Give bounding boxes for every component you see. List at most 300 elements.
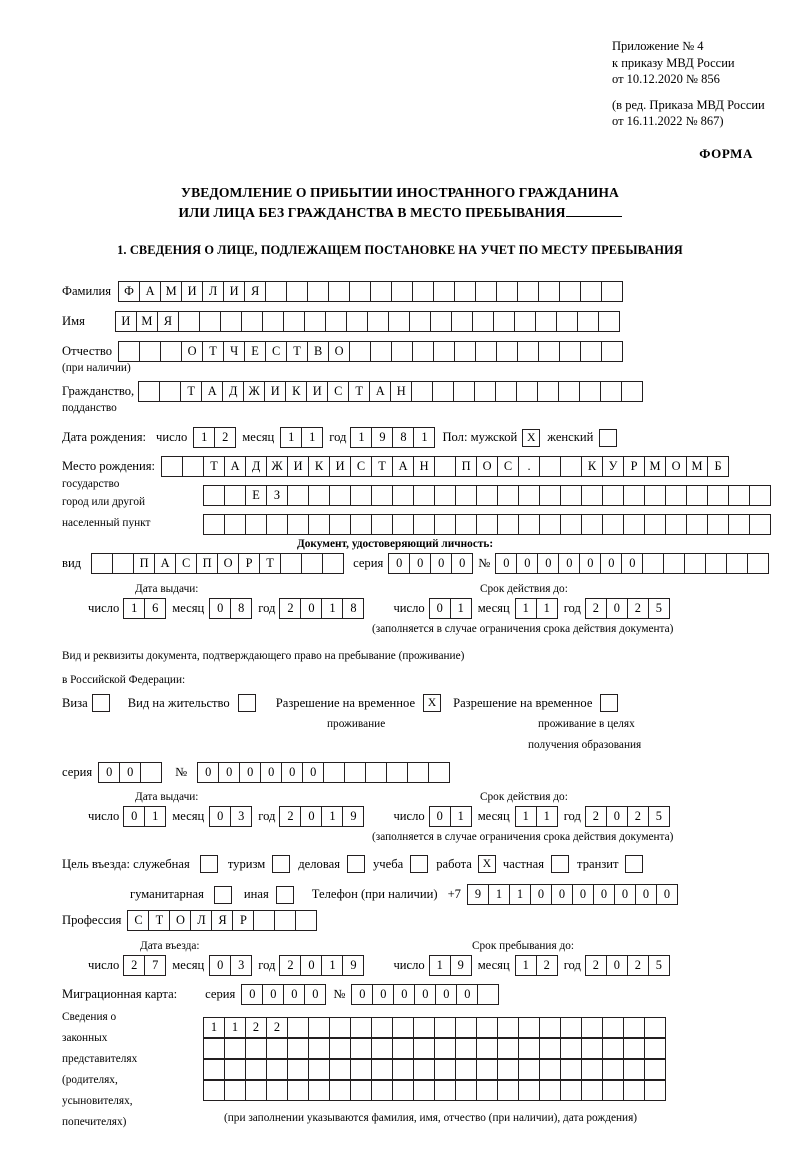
cell[interactable] [495,381,517,402]
cell[interactable]: 1 [321,955,343,976]
cell[interactable] [472,311,494,332]
cell[interactable]: С [265,341,287,362]
cell[interactable] [623,514,645,535]
cell[interactable] [253,910,275,931]
cell[interactable] [245,1059,267,1080]
cell[interactable] [623,1059,645,1080]
cell[interactable]: Р [238,553,260,574]
edu-residence-checkbox[interactable] [600,694,618,712]
stay-day-boxes[interactable] [429,955,471,976]
cell[interactable] [539,1038,561,1059]
cell[interactable] [475,341,497,362]
cell[interactable] [371,514,393,535]
cell[interactable]: 0 [606,598,628,619]
cell[interactable] [602,1038,624,1059]
residence-checkbox[interactable] [238,694,256,712]
right-issue-day-boxes[interactable] [123,806,165,827]
cell[interactable] [749,514,771,535]
cell[interactable] [391,341,413,362]
visa-checkbox[interactable] [92,694,110,712]
cell[interactable] [623,1017,645,1038]
cell[interactable]: Ж [266,456,288,477]
cell[interactable] [644,514,666,535]
legal-rep-row-1-boxes[interactable] [203,1017,665,1038]
doc-issue-day-boxes[interactable] [123,598,165,619]
cell[interactable] [245,514,267,535]
cell[interactable] [497,1080,519,1101]
cell[interactable] [602,514,624,535]
cell[interactable] [409,311,431,332]
cell[interactable] [514,311,536,332]
cell[interactable] [476,485,498,506]
profession-boxes[interactable] [127,910,316,931]
cell[interactable]: 3 [230,806,252,827]
cell[interactable] [407,762,429,783]
cell[interactable]: 9 [450,955,472,976]
cell[interactable] [344,762,366,783]
cell[interactable]: Я [244,281,266,302]
patronymic-boxes[interactable] [118,341,622,362]
cell[interactable] [623,1080,645,1101]
cell[interactable]: 0 [430,553,452,574]
cell[interactable] [308,1080,330,1101]
cell[interactable] [392,1059,414,1080]
purpose-transit-checkbox[interactable] [625,855,643,873]
cell[interactable] [323,762,345,783]
entry-day-boxes[interactable] [123,955,165,976]
cell[interactable] [262,311,284,332]
cell[interactable] [535,311,557,332]
cell[interactable] [539,1080,561,1101]
cell[interactable]: 8 [230,598,252,619]
cell[interactable] [274,910,296,931]
cell[interactable]: М [644,456,666,477]
cell[interactable]: 0 [283,984,305,1005]
purpose-work-checkbox[interactable]: X [478,855,496,873]
cell[interactable]: 2 [627,806,649,827]
cell[interactable] [287,1038,309,1059]
cell[interactable]: А [154,553,176,574]
cell[interactable] [434,514,456,535]
cell[interactable]: 5 [648,598,670,619]
cell[interactable] [325,311,347,332]
cell[interactable] [497,514,519,535]
cell[interactable] [203,1059,225,1080]
cell[interactable] [433,341,455,362]
cell[interactable] [493,311,515,332]
cell[interactable]: 1 [450,806,472,827]
cell[interactable] [308,514,330,535]
cell[interactable]: 0 [558,553,580,574]
cell[interactable] [474,381,496,402]
cell[interactable]: З [266,485,288,506]
cell[interactable] [203,1038,225,1059]
cell[interactable]: 0 [123,806,145,827]
cell[interactable] [644,485,666,506]
cell[interactable] [91,553,113,574]
right-number-boxes[interactable] [197,762,449,783]
cell[interactable] [580,281,602,302]
cell[interactable] [433,281,455,302]
cell[interactable] [386,762,408,783]
cell[interactable] [686,485,708,506]
cell[interactable]: Н [413,456,435,477]
cell[interactable]: Т [348,381,370,402]
cell[interactable]: 1 [515,598,537,619]
cell[interactable] [391,281,413,302]
doc-series-boxes[interactable] [388,553,472,574]
cell[interactable]: 0 [302,762,324,783]
cell[interactable]: 0 [600,553,622,574]
cell[interactable] [139,341,161,362]
cell[interactable] [245,1080,267,1101]
cell[interactable]: 1 [515,955,537,976]
cell[interactable] [224,1080,246,1101]
cell[interactable]: 0 [593,884,615,905]
legal-rep-row-4-boxes[interactable] [203,1080,665,1101]
cell[interactable] [392,1038,414,1059]
cell[interactable]: 0 [262,984,284,1005]
cell[interactable] [560,1017,582,1038]
cell[interactable]: Е [244,341,266,362]
cell[interactable] [663,553,685,574]
cell[interactable]: О [169,910,191,931]
cell[interactable]: И [329,456,351,477]
birthplace-state-boxes[interactable] [161,456,728,477]
cell[interactable]: С [327,381,349,402]
cell[interactable] [413,1038,435,1059]
cell[interactable] [434,1059,456,1080]
cell[interactable] [346,311,368,332]
entry-year-boxes[interactable] [279,955,363,976]
cell[interactable] [392,1017,414,1038]
cell[interactable]: 0 [635,884,657,905]
cell[interactable] [350,1059,372,1080]
cell[interactable] [556,311,578,332]
cell[interactable] [455,1080,477,1101]
cell[interactable] [266,1038,288,1059]
cell[interactable] [518,1038,540,1059]
cell[interactable]: 0 [209,806,231,827]
purpose-humanitarian-checkbox[interactable] [214,886,232,904]
cell[interactable]: 8 [392,427,414,448]
cell[interactable] [598,311,620,332]
cell[interactable]: 1 [350,427,372,448]
cell[interactable] [329,1017,351,1038]
cell[interactable] [451,311,473,332]
cell[interactable] [428,762,450,783]
cell[interactable]: К [285,381,307,402]
cell[interactable]: 0 [621,553,643,574]
cell[interactable]: 0 [281,762,303,783]
cell[interactable] [497,1038,519,1059]
cell[interactable] [432,381,454,402]
cell[interactable] [138,381,160,402]
cell[interactable]: И [115,311,137,332]
cell[interactable]: 0 [429,806,451,827]
cell[interactable]: 0 [435,984,457,1005]
cell[interactable] [349,281,371,302]
cell[interactable] [349,341,371,362]
cell[interactable] [160,341,182,362]
legal-rep-row-3-boxes[interactable] [203,1059,665,1080]
cell[interactable] [454,341,476,362]
cell[interactable] [728,485,750,506]
cell[interactable] [537,381,559,402]
cell[interactable] [308,1038,330,1059]
cell[interactable] [265,281,287,302]
right-issue-month-boxes[interactable] [209,806,251,827]
cell[interactable] [518,485,540,506]
cell[interactable] [517,341,539,362]
cell[interactable] [266,514,288,535]
purpose-service-checkbox[interactable] [200,855,218,873]
mcard-series-boxes[interactable] [241,984,325,1005]
birthplace-city-boxes[interactable] [203,485,770,506]
cell[interactable]: А [369,381,391,402]
cell[interactable] [430,311,452,332]
cell[interactable] [580,341,602,362]
cell[interactable]: 0 [456,984,478,1005]
cell[interactable]: 1 [193,427,215,448]
cell[interactable]: 0 [388,553,410,574]
sex-male-checkbox[interactable]: X [522,429,540,447]
cell[interactable] [413,1059,435,1080]
cell[interactable] [518,1080,540,1101]
cell[interactable]: П [133,553,155,574]
cell[interactable] [623,1038,645,1059]
cell[interactable] [476,514,498,535]
cell[interactable] [455,1059,477,1080]
doc-issue-year-boxes[interactable] [279,598,363,619]
cell[interactable] [455,514,477,535]
cell[interactable] [686,514,708,535]
cell[interactable]: 2 [266,1017,288,1038]
purpose-private-checkbox[interactable] [551,855,569,873]
cell[interactable]: 1 [203,1017,225,1038]
cell[interactable]: С [175,553,197,574]
cell[interactable] [308,1017,330,1038]
cell[interactable]: М [136,311,158,332]
cell[interactable] [287,1080,309,1101]
cell[interactable]: Т [286,341,308,362]
birth-day-boxes[interactable] [193,427,235,448]
doc-valid-day-boxes[interactable] [429,598,471,619]
cell[interactable]: О [217,553,239,574]
purpose-study-checkbox[interactable] [410,855,428,873]
cell[interactable] [581,1080,603,1101]
cell[interactable]: 1 [413,427,435,448]
cell[interactable]: П [196,553,218,574]
cell[interactable] [728,514,750,535]
cell[interactable] [538,281,560,302]
cell[interactable]: О [328,341,350,362]
cell[interactable]: 9 [342,806,364,827]
cell[interactable]: Д [222,381,244,402]
cell[interactable] [308,485,330,506]
cell[interactable] [182,456,204,477]
doc-number-boxes[interactable] [495,553,768,574]
cell[interactable] [518,1017,540,1038]
cell[interactable] [476,1017,498,1038]
cell[interactable] [705,553,727,574]
cell[interactable] [371,1017,393,1038]
cell[interactable] [392,1080,414,1101]
cell[interactable]: Ф [118,281,140,302]
right-series-boxes[interactable] [98,762,161,783]
cell[interactable]: Т [148,910,170,931]
cell[interactable]: 2 [245,1017,267,1038]
cell[interactable] [413,1080,435,1101]
cell[interactable] [307,281,329,302]
cell[interactable]: С [497,456,519,477]
cell[interactable] [199,311,221,332]
cell[interactable] [455,1038,477,1059]
cell[interactable]: Т [259,553,281,574]
cell[interactable] [600,381,622,402]
cell[interactable]: М [160,281,182,302]
cell[interactable] [602,1059,624,1080]
cell[interactable]: Ж [243,381,265,402]
cell[interactable]: 1 [280,427,302,448]
temp-residence-checkbox[interactable]: X [423,694,441,712]
cell[interactable]: 5 [648,806,670,827]
cell[interactable]: И [264,381,286,402]
cell[interactable] [295,910,317,931]
cell[interactable]: 1 [488,884,510,905]
cell[interactable] [539,1017,561,1038]
cell[interactable]: 9 [342,955,364,976]
cell[interactable]: С [350,456,372,477]
right-valid-month-boxes[interactable] [515,806,557,827]
cell[interactable]: 2 [214,427,236,448]
cell[interactable] [644,1017,666,1038]
cell[interactable] [558,381,580,402]
cell[interactable]: 0 [300,598,322,619]
cell[interactable] [707,485,729,506]
cell[interactable] [329,1059,351,1080]
cell[interactable]: 1 [450,598,472,619]
cell[interactable]: А [392,456,414,477]
cell[interactable]: Б [707,456,729,477]
cell[interactable]: Р [232,910,254,931]
cell[interactable]: 5 [648,955,670,976]
cell[interactable]: Я [157,311,179,332]
cell[interactable] [644,1059,666,1080]
cell[interactable] [644,1080,666,1101]
cell[interactable] [601,341,623,362]
cell[interactable]: Д [245,456,267,477]
cell[interactable] [329,1080,351,1101]
cell[interactable] [371,1080,393,1101]
cell[interactable]: 0 [239,762,261,783]
cell[interactable]: К [581,456,603,477]
cell[interactable] [644,1038,666,1059]
cell[interactable]: 0 [300,806,322,827]
cell[interactable] [220,311,242,332]
cell[interactable]: Т [180,381,202,402]
cell[interactable]: С [127,910,149,931]
cell[interactable] [581,1059,603,1080]
surname-boxes[interactable] [118,281,622,302]
cell[interactable] [241,311,263,332]
cell[interactable] [350,1038,372,1059]
cell[interactable] [621,381,643,402]
cell[interactable] [434,1038,456,1059]
cell[interactable] [161,456,183,477]
cell[interactable]: О [181,341,203,362]
cell[interactable]: 0 [351,984,373,1005]
stay-year-boxes[interactable] [585,955,669,976]
cell[interactable] [350,514,372,535]
cell[interactable] [413,1017,435,1038]
cell[interactable]: 9 [467,884,489,905]
cell[interactable] [577,311,599,332]
cell[interactable]: К [308,456,330,477]
cell[interactable] [328,281,350,302]
cell[interactable] [370,281,392,302]
cell[interactable] [581,485,603,506]
name-boxes[interactable] [115,311,619,332]
cell[interactable] [203,485,225,506]
cell[interactable] [538,341,560,362]
cell[interactable]: 0 [119,762,141,783]
cell[interactable]: У [602,456,624,477]
cell[interactable]: Р [623,456,645,477]
cell[interactable]: Е [245,485,267,506]
cell[interactable] [392,485,414,506]
cell[interactable]: 1 [321,598,343,619]
cell[interactable] [434,1080,456,1101]
cell[interactable] [560,1038,582,1059]
cell[interactable] [642,553,664,574]
cell[interactable] [322,553,344,574]
cell[interactable] [518,1059,540,1080]
cell[interactable] [140,762,162,783]
cell[interactable] [476,1080,498,1101]
cell[interactable] [112,553,134,574]
cell[interactable] [497,1059,519,1080]
cell[interactable] [287,1059,309,1080]
stay-month-boxes[interactable] [515,955,557,976]
cell[interactable] [749,485,771,506]
cell[interactable] [350,485,372,506]
cell[interactable] [581,514,603,535]
purpose-tourism-checkbox[interactable] [272,855,290,873]
cell[interactable]: 0 [414,984,436,1005]
cell[interactable]: 1 [301,427,323,448]
cell[interactable]: Т [202,341,224,362]
cell[interactable]: Н [390,381,412,402]
cell[interactable]: 0 [451,553,473,574]
cell[interactable]: 1 [224,1017,246,1038]
cell[interactable] [665,485,687,506]
cell[interactable]: 1 [429,955,451,976]
cell[interactable] [516,381,538,402]
cell[interactable]: Т [371,456,393,477]
cell[interactable] [280,553,302,574]
cell[interactable] [224,1038,246,1059]
cell[interactable]: 1 [536,806,558,827]
cell[interactable] [159,381,181,402]
cell[interactable]: 1 [123,598,145,619]
cell[interactable] [539,485,561,506]
cell[interactable] [665,514,687,535]
cell[interactable]: Ч [223,341,245,362]
cell[interactable] [411,381,433,402]
cell[interactable] [329,514,351,535]
cell[interactable]: 0 [495,553,517,574]
